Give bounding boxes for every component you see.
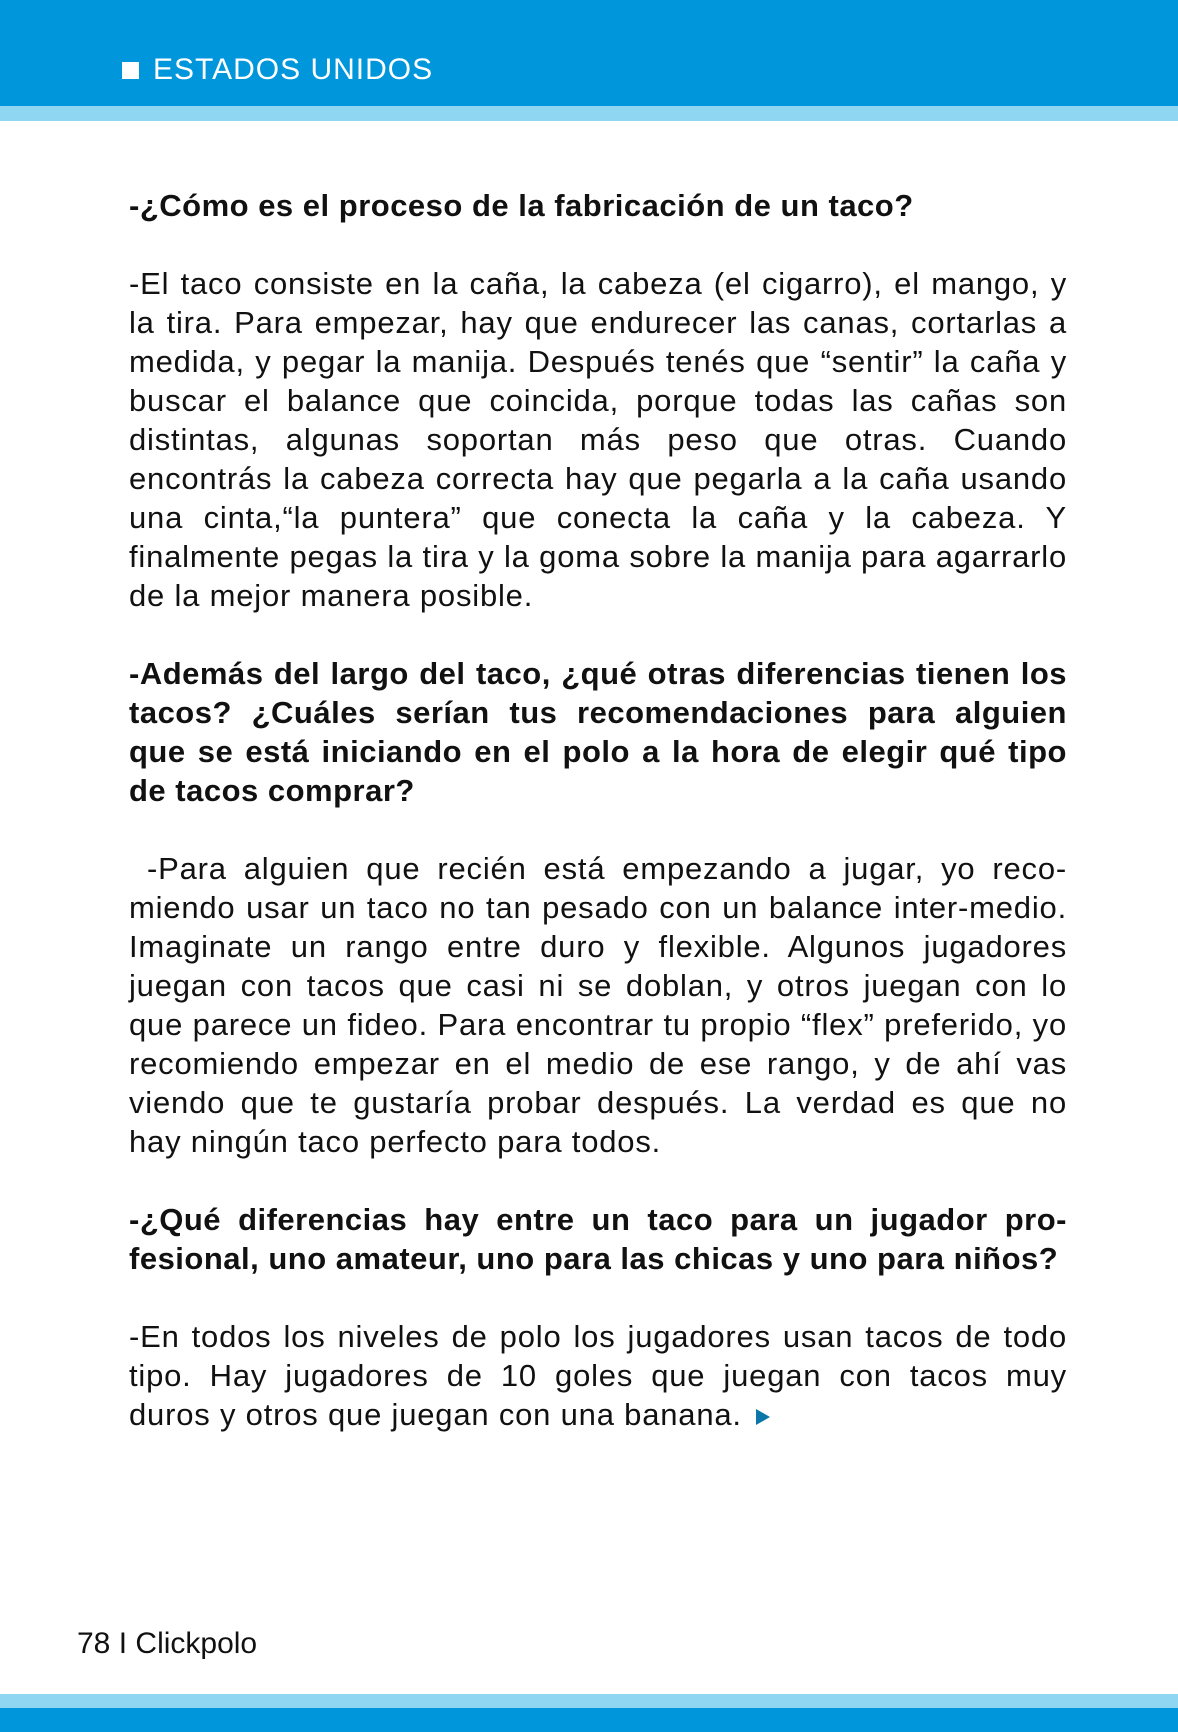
interview-question: -¿Cómo es el proceso de la fabricación de un taco?: [129, 188, 914, 223]
header-accent-strip: [0, 106, 1178, 121]
interview-answer: -El taco consiste en la caña, la cabeza (el cigarro), el mango, y la tira. Para empezar, hay que endurecer las canas, cortarlas a medida, y pegar la manija. Después tenés que “sentir” la caña y buscar el balance que coincida, porque todas las cañas son distintas, algunas soportan más peso que otras. Cuando encontrás la cabeza correcta hay que pegarla a la caña usando una cinta,“la puntera” que conecta la caña y la cabeza. Y finalmente pegas la tira y la goma sobre la manija para agarrarlo de la mejor manera posible.: [129, 266, 1067, 613]
section-label: [122, 50, 433, 90]
interview-answer-final: [129, 1317, 1067, 1434]
square-icon: [122, 62, 139, 79]
interview-answer-text: -En todos los niveles de polo los jugadores usan tacos de todo tipo. Hay jugadores de 10 goles que juegan con tacos muy duros y otros que juegan con una banana.: [129, 1319, 1067, 1432]
footer-bar: [0, 1708, 1178, 1732]
article-body: [129, 186, 1067, 1473]
page-footer: [77, 1627, 257, 1661]
footer-accent-strip: [0, 1694, 1178, 1708]
page-number: 78: [77, 1627, 111, 1660]
section-title: ESTADOS UNIDOS: [153, 53, 434, 86]
interview-question: -¿Qué diferencias hay entre un taco para un jugador pro-fesional, uno amateur, uno para las chicas y uno para niños?: [129, 1202, 1067, 1276]
play-icon: [756, 1409, 770, 1425]
interview-answer: -Para alguien que recién está empezando a jugar, yo reco-miendo usar un taco no tan pesado con un balance inter-medio. Imaginate un rango entre duro y flexible. Algunos jugadores juegan con tacos que casi ni se doblan, y otros juegan con lo que parece un fideo. Para encontrar tu propio “flex” preferido, yo recomiendo empezar en el medio de ese rango, y de ahí vas viendo que te gustaría probar después. La verdad es que no hay ningún taco perfecto para todos.: [129, 851, 1067, 1159]
footer-separator: I: [118, 1627, 128, 1660]
publication-name: Clickpolo: [135, 1627, 258, 1660]
interview-question: -Además del largo del taco, ¿qué otras diferencias tienen los tacos? ¿Cuáles serían tus recomendaciones para alguien que se está iniciando en el polo a la hora de elegir qué tipo de tacos comprar?: [129, 656, 1067, 808]
